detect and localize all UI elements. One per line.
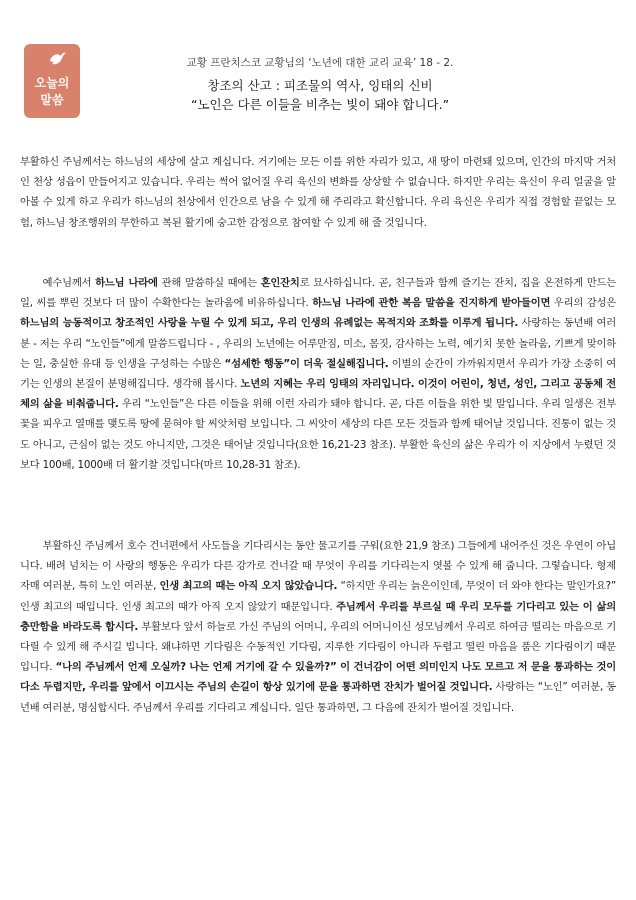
paragraph-1 xyxy=(20,152,616,233)
body-text: 사랑하는 “노인” 여러분, 동년배 여러분, 명심합시다. 주님께서 우리를 기다리고 계십니다. 일단 통과하면, 그 다음에 잔치가 벌어질 것입니다. xyxy=(20,681,616,714)
catechesis-source: 교황 프란치스코 교황님의 ‘노년에 대한 교리 교육’ 18 - 2. xyxy=(186,57,454,69)
badge-line-2: 말씀 xyxy=(40,93,64,107)
emphasized-text: 하느님 나라에 관한 복음 말씀을 진지하게 받아들이면 xyxy=(312,297,551,310)
body-text: 관해 말씀하실 때에는 xyxy=(157,277,261,289)
body-text: 이별의 순간이 가까워지면서 우리가 가장 소중히 여기는 인생의 본질이 분명해집니다. 생각해 봅시다. xyxy=(20,357,616,391)
body-text: 우리 “노인들”은 다른 이들을 위해 이런 자리가 돼야 합니다. 곧, 다른 이들을 위한 빛 말입니다. 우리 일생은 전부 꽃을 피우고 열매를 맺도록 땅에 묻혀야 할 씨앗처럼 보입니다. 그 씨앗이 세상의 다른 모든 것들과 함께 태어날 것입니다. 진통이 없는 것도 아니고, 근심이 없는 것도 아니지만, 그것은 태어날 것입니다(요한 16,21-23 참조). 부활한 육신의 삶은 우리가 이 지상에서 누렸던 것보다 100배, 1000배 더 활기찰 것입니다(마르 10,28-31 참조). xyxy=(20,398,616,471)
paragraph-2 xyxy=(20,273,616,475)
emphasized-text: 하느님 나라에 xyxy=(95,277,158,289)
emphasized-text: 하느님의 능동적이고 창조적인 사랑을 누릴 수 있게 되고, 우리 인생의 유례없는 목적지와 조화를 이루게 됩니다. xyxy=(20,317,519,330)
todays-word-badge xyxy=(24,44,80,118)
emphasized-text: 인생 최고의 때는 아직 오지 않았습니다. xyxy=(159,580,338,593)
body-text: 부활하신 주님께서 호수 건너편에서 사도들을 기다리시는 동안 물고기를 구워(요한 21,9 참조) 그들에게 내어주신 것은 우연이 아닙니다. 배려 넘치는 이 사랑의 행동은 우리가 다른 강가로 건너갈 때 무엇이 우리를 기다리는지 엿볼 수 있게 해 줍니다. 그렇습니다. 형제자매 여러분, 특히 노인 여러분, xyxy=(20,540,616,593)
catechesis-title: 창조의 산고 : 피조물의 역사, 잉태의 신비 xyxy=(207,78,433,93)
body-text: “하지만 우리는 늙은이인데, 무엇이 더 와야 한다는 말인가요?” 인생 최고의 때입니다. 인생 최고의 때가 아직 오지 않았기 때문입니다. xyxy=(20,580,616,613)
body-text: 로 묘사하십니다. 곧, 친구들과 함께 즐기는 잔치, 집을 온전하게 만드는 일, 씨를 뿌린 것보다 더 많이 수확한다는 놀라움에 비유하십니다. xyxy=(20,277,616,310)
body-text: 부활보다 앞서 하늘로 가신 주님의 어머니, 우리의 어머니이신 성모님께서 우리로 하여금 떨리는 마음으로 기다릴 수 있게 해 주시길 빕니다. 왜냐하면 기다림은 수동적인 기다림, 지루한 기다림이 아니라 두렵고 떨린 마음을 품은 기다림이기 때문입니다. xyxy=(20,620,617,674)
emphasized-text: “섬세한 행동”이 더욱 절실해집니다. xyxy=(224,357,389,370)
body-text: 부활하신 주님께서는 하느님의 세상에 살고 계십니다. 거기에는 모든 이를 위한 자리가 있고, 새 땅이 마련돼 있으며, 인간의 마지막 거처인 천상 성읍이 만들어지고 있습니다. 우리는 썩어 없어질 우리 육신의 변화를 상상할 수 없습니다. 하지만 우리는 육신이 우리 얼굴을 알아볼 수 있게 하고 우리가 하느님의 천상에서 인간으로 남을 수 있게 해 주리라고 확신합니다. 우리 육신은 우리가 직접 경험할 끝없는 모험, 하느님 창조행위의 무한하고 복된 활기에 숭고한 감정으로 참여할 수 있게 해 줄 것입니다. xyxy=(20,156,616,229)
body-text: 우리의 감성은 xyxy=(550,297,616,310)
emphasized-text: 혼인잔치 xyxy=(260,277,300,289)
emphasized-text: 노년의 지혜는 우리 잉태의 자리입니다. 이것이 어린이, 청년, 성인, 그리고 공동체 전체의 삶을 비춰줍니다. xyxy=(20,378,616,411)
paragraph-3 xyxy=(20,536,616,718)
catechesis-subtitle: “노인은 다른 이들을 비추는 빛이 돼야 합니다.” xyxy=(190,97,450,112)
badge-line-1: 오늘의 xyxy=(34,76,70,90)
dove-icon xyxy=(47,50,67,70)
body-text: 사랑하는 동년배 여러분 - 저는 우리 “노인들”에게 말씀드립니다 - , 우리의 노년에는 어루만짐, 미소, 몸짓, 감사하는 노력, 예기치 못한 놀라움, 기쁘게 맞이하는 일, 충실한 유대 등 인생을 구성하는 수많은 xyxy=(20,317,616,370)
emphasized-text: “나의 주님께서 언제 오실까? 나는 언제 거기에 갈 수 있을까?” 이 건너감이 어떤 의미인지 나도 모르고 저 문을 통과하는 것이 다소 두렵지만, 우리를 앞에서 이끄시는 주님의 손길이 항상 있기에 문을 통과하면 잔치가 벌어질 것입니다. xyxy=(20,661,616,694)
body-text: 예수님께서 xyxy=(42,277,96,289)
emphasized-text: 주님께서 우리를 부르실 때 우리 모두를 기다리고 있는 이 삶의 충만함을 바라도록 합시다. xyxy=(20,600,616,633)
